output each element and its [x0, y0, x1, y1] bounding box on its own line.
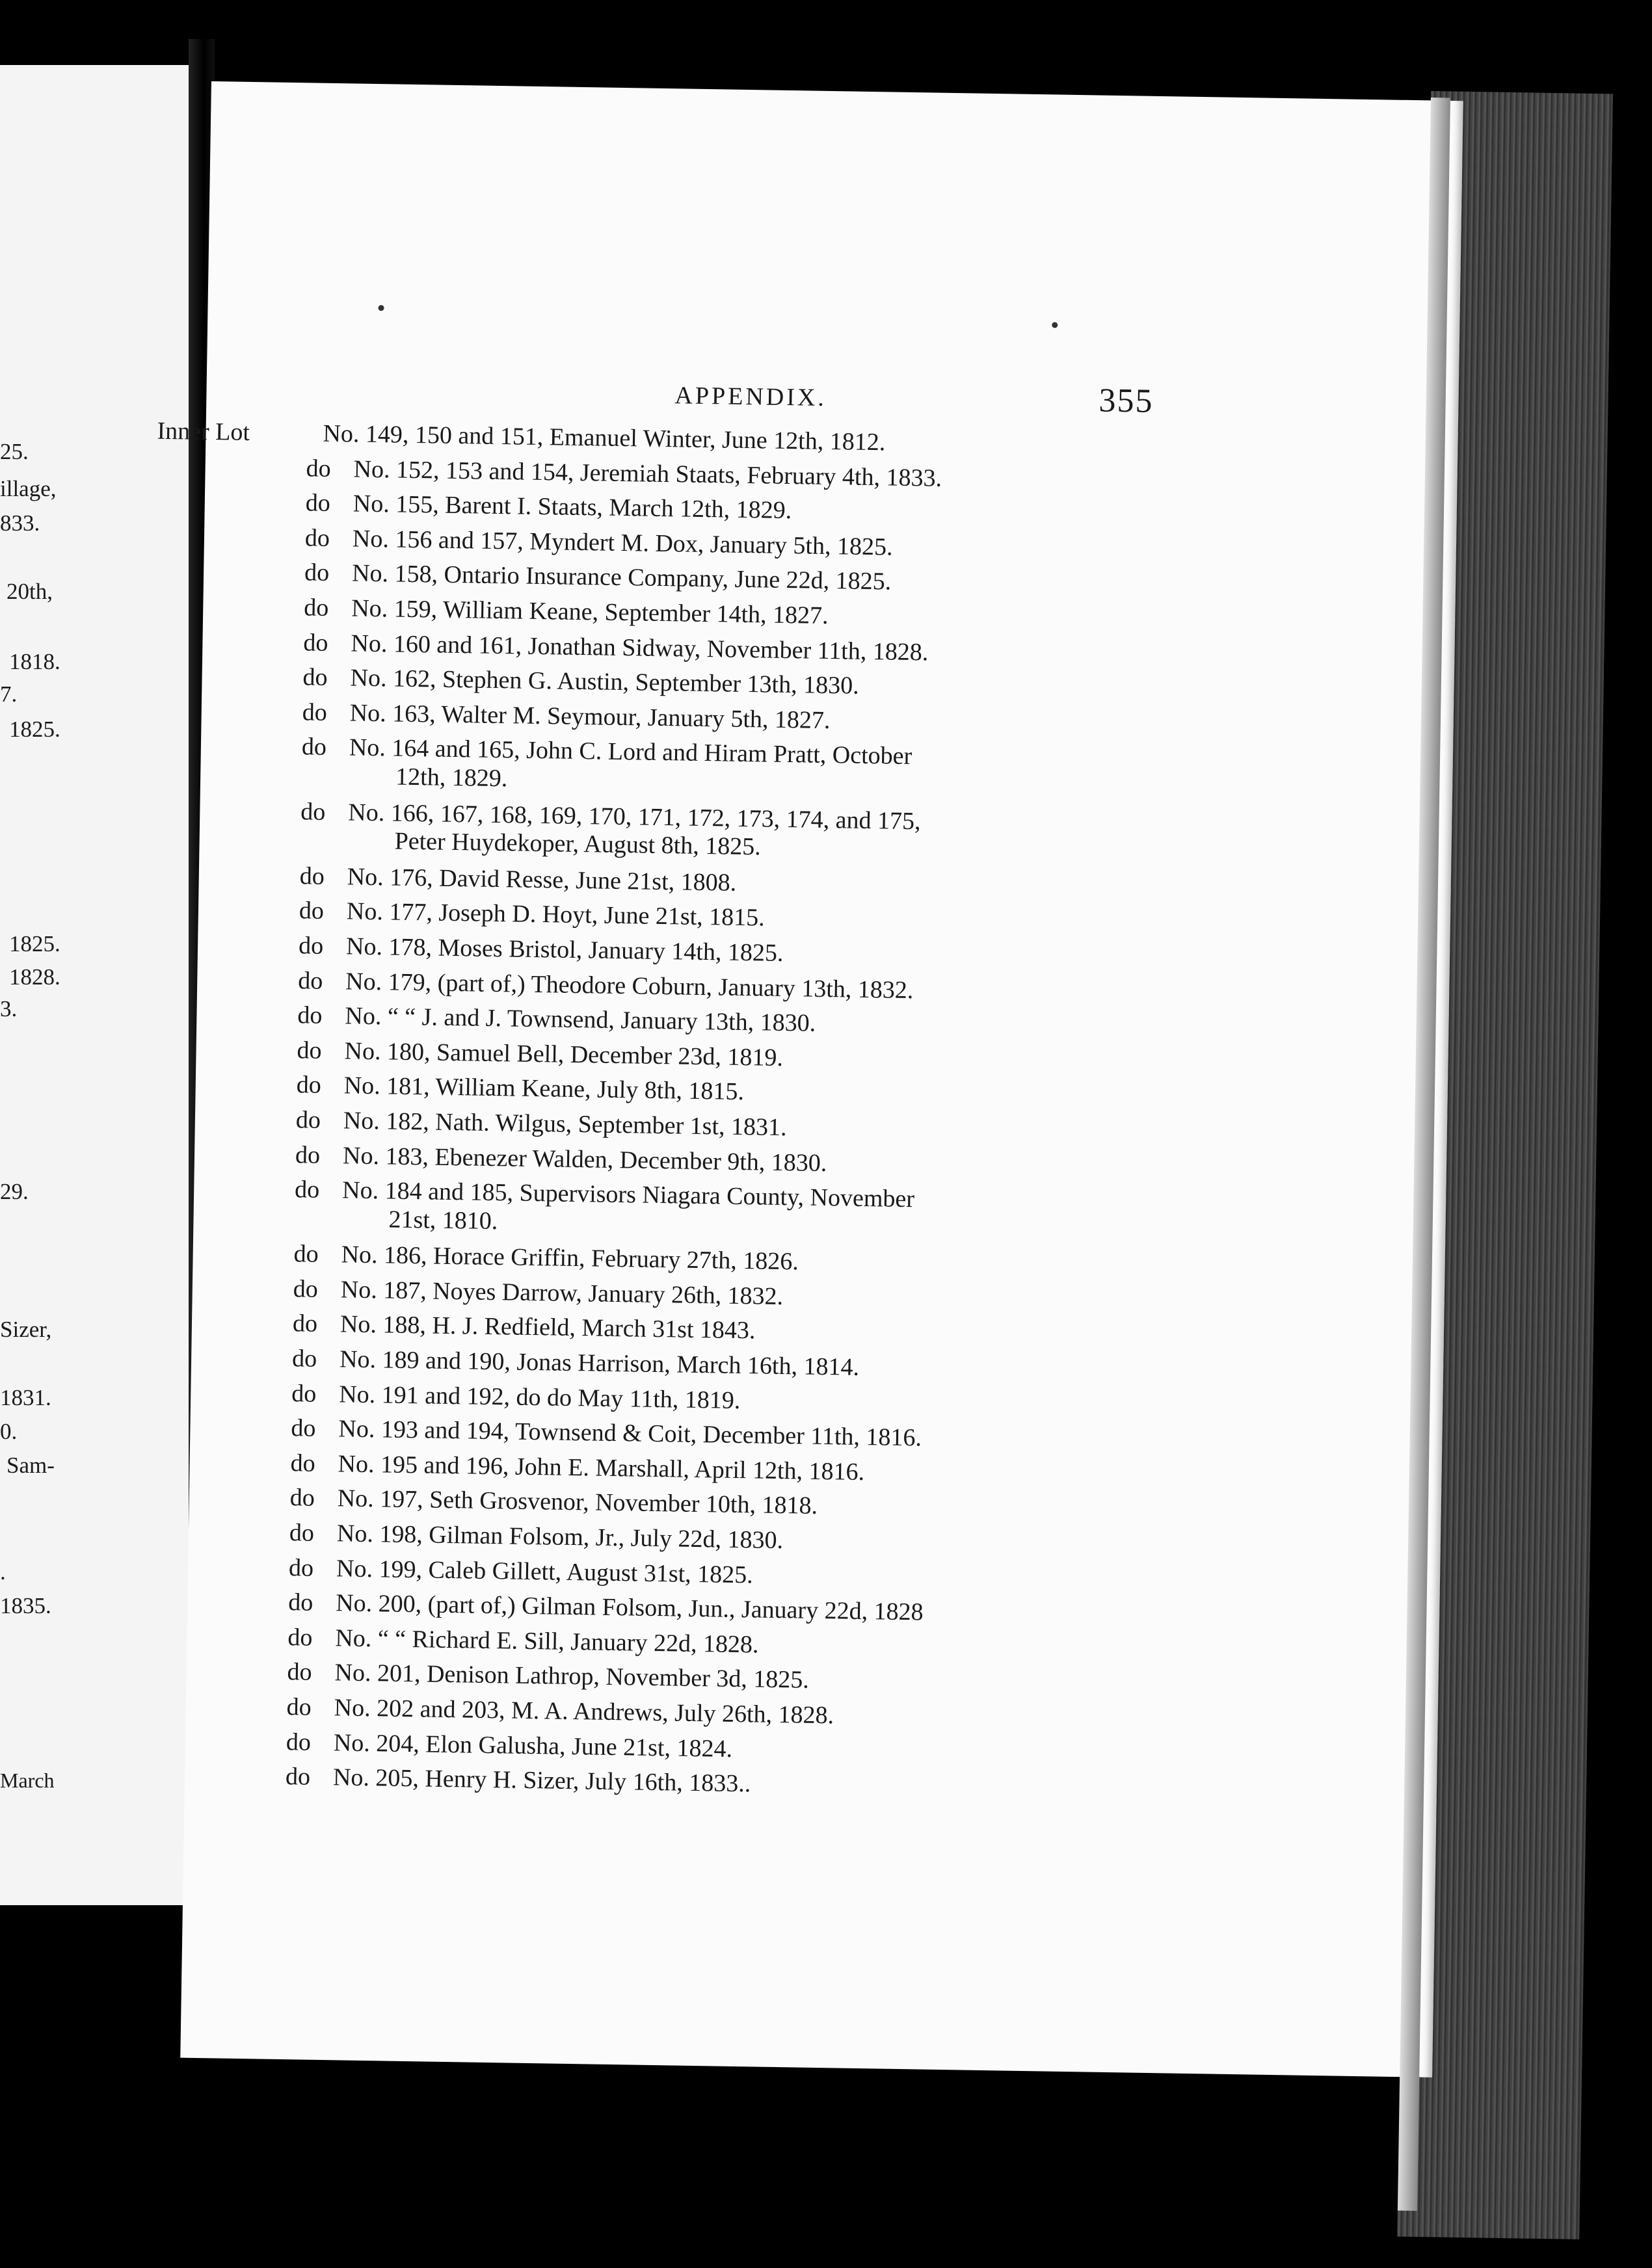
specks [378, 305, 384, 311]
entry-text: No. 187, Noyes Darrow, January 26th, 1832. [340, 1276, 784, 1310]
entry-text: No. 193 and 194, Townsend & Coit, December 11th, 1816. [338, 1415, 922, 1452]
entry-label: do [291, 1345, 317, 1373]
entry-label: do [287, 1624, 313, 1652]
left-page-line: Sam- [7, 1453, 55, 1478]
left-page-line: 833. [0, 510, 40, 536]
entry-text: No. 184 and 185, Supervisors Niagara County, November [341, 1176, 915, 1213]
left-page-line: 1818. [9, 649, 60, 674]
entry-text: No. 166, 167, 168, 169, 170, 171, 172, 173, 174, and 175, [348, 798, 921, 835]
entry-text: No. 183, Ebenezer Walden, December 9th, 1830. [342, 1141, 827, 1177]
entry-text: No. 182, Nath. Wilgus, September 1st, 1831. [343, 1107, 787, 1141]
entry-label: do [292, 1310, 318, 1338]
entry-text: No. 164 and 165, John C. Lord and Hiram Pratt, October [349, 733, 913, 771]
left-page-line: 1831. [0, 1385, 51, 1410]
entry-text: No. 158, Ontario Insurance Company, June 22d, 1825. [351, 559, 892, 596]
entry-label: do [286, 1693, 312, 1721]
entry-continuation: Peter Huydekoper, August 8th, 1825. [394, 827, 762, 861]
left-page-line: March [0, 1769, 55, 1792]
entry-label: do [291, 1414, 316, 1443]
entry-label: do [287, 1658, 312, 1687]
entry-text: No. 176, David Resse, June 21st, 1808. [347, 863, 737, 897]
entry-label: do [293, 1275, 319, 1303]
entry-text: No. 163, Walter M. Seymour, January 5th, 1827. [349, 699, 831, 734]
entry-label: do [297, 1036, 322, 1064]
entry-label: do [285, 1763, 311, 1791]
left-page-line: 25. [0, 439, 29, 464]
entry-label: do [301, 733, 327, 761]
entry-continuation: 21st, 1810. [388, 1206, 498, 1235]
left-page-line: . [0, 1559, 6, 1585]
entry-text: No. 186, Horace Griffin, February 27th, 1826. [341, 1241, 799, 1276]
entry-label: do [297, 1001, 323, 1029]
left-page-line: 7. [0, 681, 18, 707]
entry-text: No. 198, Gilman Folsom, Jr., July 22d, 1830. [336, 1520, 784, 1555]
entry-label: do [293, 1240, 319, 1269]
left-page-line: illage, [0, 476, 57, 501]
entry-text: No. 178, Moses Bristol, January 14th, 1825. [345, 932, 784, 967]
entry-text: No. “ “ Richard E. Sill, January 22d, 1828. [335, 1624, 759, 1659]
entry-label: do [302, 698, 328, 726]
entry-text: No. 188, H. J. Redfield, March 31st 1843. [340, 1310, 756, 1345]
entry-label: do [296, 1071, 322, 1100]
entry-label: do [304, 559, 330, 587]
entry-text: No. 197, Seth Grosvenor, November 10th, 1818. [337, 1484, 818, 1520]
book-page [157, 81, 1463, 2077]
entry-label: do [303, 594, 329, 622]
entry-label: do [304, 524, 330, 552]
entry-label: do [306, 454, 331, 482]
left-page-line: 1828. [9, 964, 60, 990]
entry-text: No. 205, Henry H. Sizer, July 16th, 1833.. [332, 1763, 751, 1798]
entry-text: No. 204, Elon Galusha, June 21st, 1824. [333, 1728, 733, 1763]
entry-text: No. 202 and 203, M. A. Andrews, July 26th, 1828. [334, 1694, 834, 1730]
entry-label: do [287, 1589, 313, 1617]
left-page-line: 29. [0, 1179, 29, 1204]
entry-label: do [295, 1141, 321, 1169]
left-page-line: 1825. [9, 931, 60, 956]
entry-label: do [299, 897, 325, 925]
running-head: APPENDIX. [674, 382, 827, 412]
left-page-line: 20th, [7, 579, 53, 604]
entry-label: do [289, 1519, 315, 1547]
entry-label: do [305, 489, 331, 518]
left-page-line: 1825. [9, 717, 60, 742]
entry-text: No. 155, Barent I. Staats, March 12th, 1829. [353, 490, 792, 525]
entry-label: Inner Lot [157, 417, 250, 446]
specks [1052, 322, 1058, 328]
left-page-line: 3. [0, 996, 18, 1022]
entry-label: do [288, 1553, 314, 1582]
entry-text: No. 200, (part of,) Gilman Folsom, Jun., January 22d, 1828 [335, 1589, 924, 1626]
entry-continuation: 12th, 1829. [395, 763, 508, 793]
entry-label: do [300, 797, 326, 826]
entry-text: No. 156 and 157, Myndert M. Dox, January 5th, 1825. [352, 525, 893, 561]
entry-label: do [295, 1106, 321, 1134]
entry-label: do [302, 663, 328, 692]
entry-label: do [303, 628, 328, 657]
entry-text: No. 180, Samuel Bell, December 23d, 1819. [344, 1037, 784, 1072]
page-number: 355 [1099, 382, 1154, 420]
entry-text: No. 152, 153 and 154, Jeremiah Staats, February 4th, 1833. [353, 455, 942, 492]
entry-label: do [294, 1176, 320, 1204]
entry-label: do [298, 932, 324, 960]
left-page-line: Sizer, [0, 1317, 52, 1342]
entry-label: do [290, 1449, 315, 1477]
entry-text: No. 177, Joseph D. Hoyt, June 21st, 1815. [346, 897, 766, 932]
entry-text: No. 189 and 190, Jonas Harrison, March 16th, 1814. [339, 1345, 860, 1381]
entry-text: No. 181, William Keane, July 8th, 1815. [343, 1072, 745, 1106]
left-page-line: 0. [0, 1419, 18, 1444]
entry-label: do [291, 1379, 317, 1408]
entry-text: No. 195 and 196, John E. Marshall, April 12th, 1816. [338, 1450, 865, 1486]
entry-text: No. 179, (part of,) Theodore Coburn, January 13th, 1832. [345, 967, 914, 1004]
entry-label: do [286, 1728, 312, 1756]
entry-text: No. 162, Stephen G. Austin, September 13th, 1830. [350, 664, 859, 700]
entry-label: do [289, 1484, 315, 1512]
entry-text: No. 191 and 192, do do May 11th, 1819. [338, 1380, 741, 1414]
left-page-line: 1835. [0, 1593, 51, 1618]
entry-text: No. 199, Caleb Gillett, August 31st, 1825. [336, 1554, 754, 1589]
entry-text: No. 159, William Keane, September 14th, 1827. [351, 594, 829, 629]
previous-page-fragment [0, 65, 194, 1905]
entry-text: No. “ “ J. and J. Townsend, January 13th, 1830. [345, 1002, 816, 1037]
entry-text: No. 201, Denison Lathrop, November 3d, 1825. [334, 1659, 810, 1694]
entry-text: No. 149, 150 and 151, Emanuel Winter, June 12th, 1812. [323, 419, 886, 456]
entry-label: do [297, 966, 323, 995]
entry-label: do [299, 862, 325, 890]
entry-text: No. 160 and 161, Jonathan Sidway, November 11th, 1828. [351, 629, 929, 666]
